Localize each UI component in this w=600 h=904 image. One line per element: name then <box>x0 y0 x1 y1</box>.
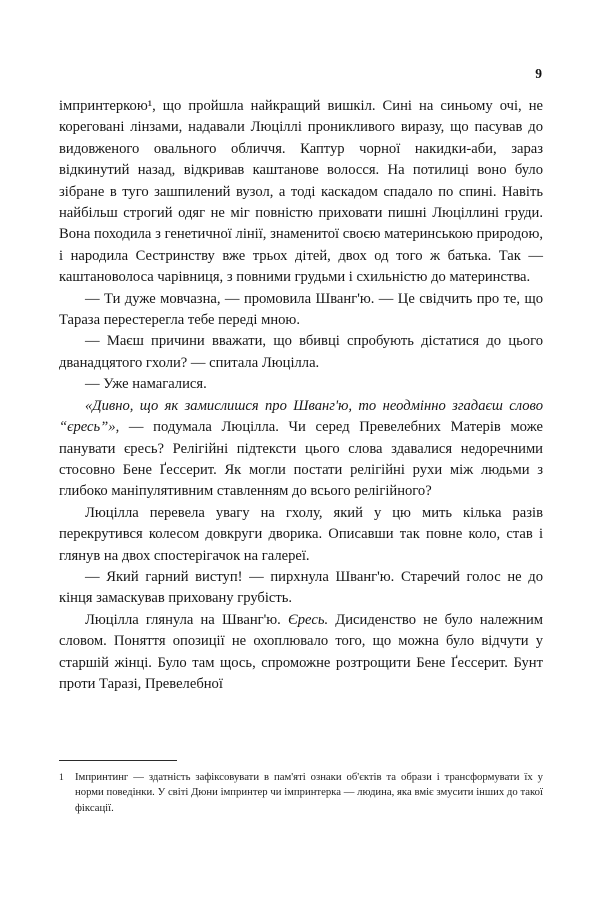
paragraph-3 <box>59 331 543 374</box>
paragraph-2-text: — Ти дуже мовчазна, — промовила Шванг'ю. — Це свідчить про те, що Тараза перестерегла тебе переді мною. <box>59 290 543 329</box>
paragraph-6-text: Люцілла перевела увагу на гхолу, який у цю мить кілька разів перекрутився колесом довкруги дворика. Описавши так повне коло, став і глянув на двох спостерігачок на галереї. <box>59 504 543 564</box>
paragraph-8-emphasis: Єресь. <box>288 611 329 628</box>
footnote-number: 1 <box>59 772 64 783</box>
paragraph-8-text-pre: Люцілла глянула на Шванг'ю. <box>85 611 288 628</box>
paragraph-6 <box>59 503 543 567</box>
paragraph-4-text: — Уже намагалися. <box>85 376 207 393</box>
page-number: 9 <box>535 66 542 81</box>
paragraph-5 <box>59 396 543 503</box>
footnote-1 <box>59 770 543 816</box>
paragraph-1 <box>59 96 543 289</box>
paragraph-7 <box>59 567 543 610</box>
paragraph-8 <box>59 610 543 696</box>
paragraph-7-text: — Який гарний виступ! — пирхнула Шванг'ю. Старечий голос не до кінця замаскував приховану грубість. <box>59 568 543 607</box>
paragraph-5-text: , — подумала Люцілла. Чи серед Превелебних Матерів може панувати єресь? Релігійні підтексти цього слова здавалися недоречними стосовно Бене Ґессерит. Як могли постати релігійні рухи між людьми з глибоко маніпулятивним ставленням до всього релігійного? <box>59 419 543 500</box>
paragraph-2 <box>59 289 543 332</box>
footnote-text: Імпринтинг — здатність зафіксовувати в пам'яті ознаки об'єктів та образи і трансформувати їх у норми поведінки. У світі Дюни імпринтер чи імпринтерка — людина, яка вміє змусити інших до такої фіксації. <box>75 771 543 814</box>
paragraph-1-text: імпринтеркою¹, що пройшла найкращий вишкіл. Сині на синьому очі, не кореговані лінзами, надавали Люціллі проникливого виразу, що пасував до видовженого овального обличчя. Каптур чорної накидки-аби, зараз відкинутий назад, відкривав каштанове волосся. На потилиці воно було зібране в туго зашпилений вузол, а тоді каскадом спадало по спині. Навіть найбільш строгий одяг не міг повністю приховати пишні Люціллині груди. Вона походила з генетичної лінії, знаменитої своєю материнською природою, і народила Сестринству вже трьох дітей, двох од того ж батька. Так — каштановолоса чарівниця, з повними грудьми і схильністю до материнства. <box>59 98 543 286</box>
paragraph-3-text: — Маєш причини вважати, що вбивці спробують дістатися до цього дванадцятого гхоли? — спитала Люцілла. <box>59 333 543 371</box>
paragraph-4 <box>59 374 543 395</box>
footnote-area <box>59 760 543 816</box>
paragraph-8-text: Дисиденство не було належним словом. Поняття опозиції не охоплювало того, що можна було відчути у старшій жінці. Було там щось, спроможне розтрощити Бене Ґессерит. Бунт проти Таразі, Превелебної <box>59 611 543 692</box>
footnote-separator-rule <box>59 760 177 761</box>
paragraph-5-quote: «Дивно, що як замислишся про Шванг'ю, то неодмінно згадаєш слово “єресь”» <box>59 397 543 436</box>
page-body-text <box>59 96 543 695</box>
